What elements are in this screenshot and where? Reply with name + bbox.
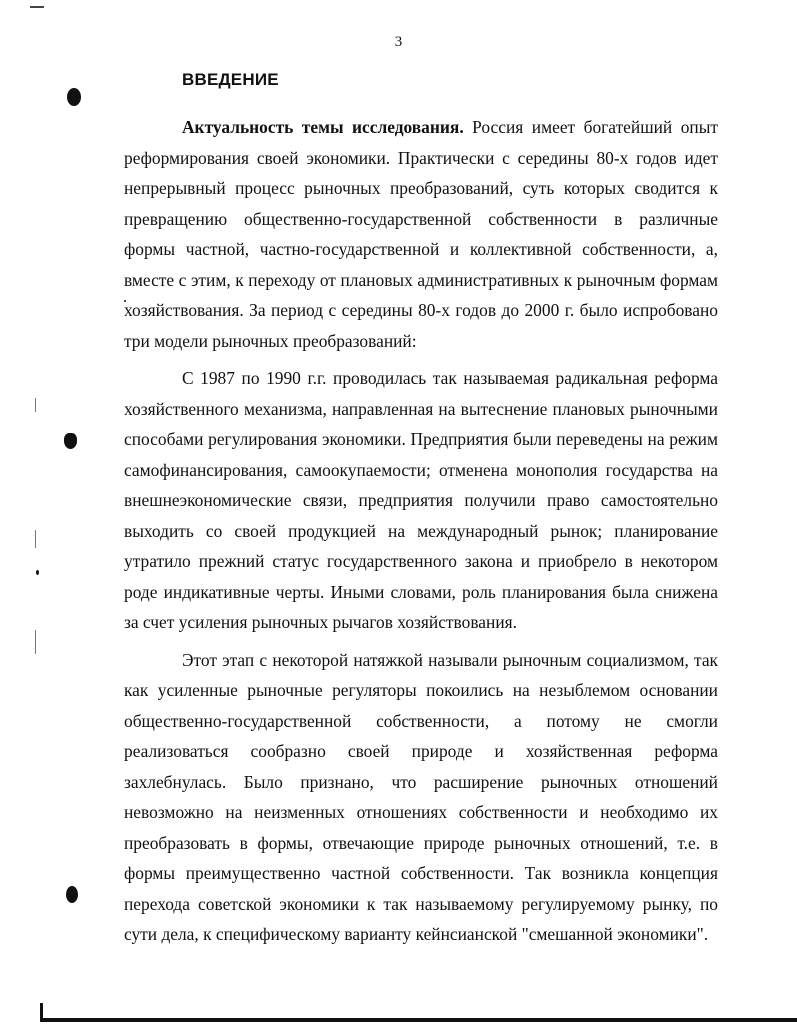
scan-speck bbox=[36, 570, 39, 575]
scan-bottom-border bbox=[40, 1018, 797, 1022]
scan-edge-line bbox=[35, 630, 36, 654]
paragraph-text: Россия имеет богатейший опыт реформирования своей экономики. Практически с середины 80-х годов идет непрерывный процесс рыночных преобразований, суть которых сводится к превращению общественно-государственной собственности в различные формы частной, частно-государственной и коллективной собственности, а, вместе с этим, к переходу от плановых административных к рыночным формам хозяйствования. За период с середины 80-х годов до 2000 г. было испробовано три модели рыночных преобразований: bbox=[124, 117, 718, 351]
scan-edge-line bbox=[35, 398, 36, 412]
document-body bbox=[124, 112, 718, 950]
binding-hole-mark bbox=[66, 886, 78, 903]
binding-hole-mark bbox=[64, 433, 77, 449]
binding-hole-mark bbox=[67, 88, 81, 106]
scan-artifact-top bbox=[30, 6, 44, 8]
paragraph-lead: Актуальность темы исследования. bbox=[182, 117, 464, 137]
section-heading: ВВЕДЕНИЕ bbox=[182, 70, 279, 89]
scan-edge-line bbox=[35, 530, 36, 548]
scan-bottom-border-corner bbox=[40, 1003, 43, 1021]
page-number: 3 bbox=[394, 34, 403, 50]
paragraph-reform-1987: С 1987 по 1990 г.г. проводилась так называемая радикальная реформа хозяйственного механизма, направленная на вытеснение плановых рыночными способами регулирования экономики. Предприятия были переведены на режим самофинансирования, самоокупаемости; отменена монополия государства на внешнеэкономические связи, предприятия получили право самостоятельно выходить со своей продукцией на международный рынок; планирование утратило прежний статус государственного закона и приобрело в некотором роде индикативные черты. Иными словами, роль планирования была снижена за счет усиления рыночных рычагов хозяйствования. bbox=[124, 368, 718, 632]
paragraph-market-socialism: Этот этап с некоторой натяжкой называли рыночным социализмом, так как усиленные рыночные регуляторы покоились на незыблемом основании общественно-государственной собственности, а потому не смогли реализоваться сообразно своей природе и хозяйственная реформа захлебнулась. Было признано, что расширение рыночных отношений невозможно на неизменных отношениях собственности и необходимо их преобразовать в формы, отвечающие природе рыночных отношений, т.е. в формы преимущественно частной собственности. Так возникла концепция перехода советской экономики к так называемому регулируемому рынку, по сути дела, к специфическому варианту кейнсианской "смешанной экономики". bbox=[124, 649, 718, 944]
paragraph-relevance bbox=[124, 112, 718, 356]
